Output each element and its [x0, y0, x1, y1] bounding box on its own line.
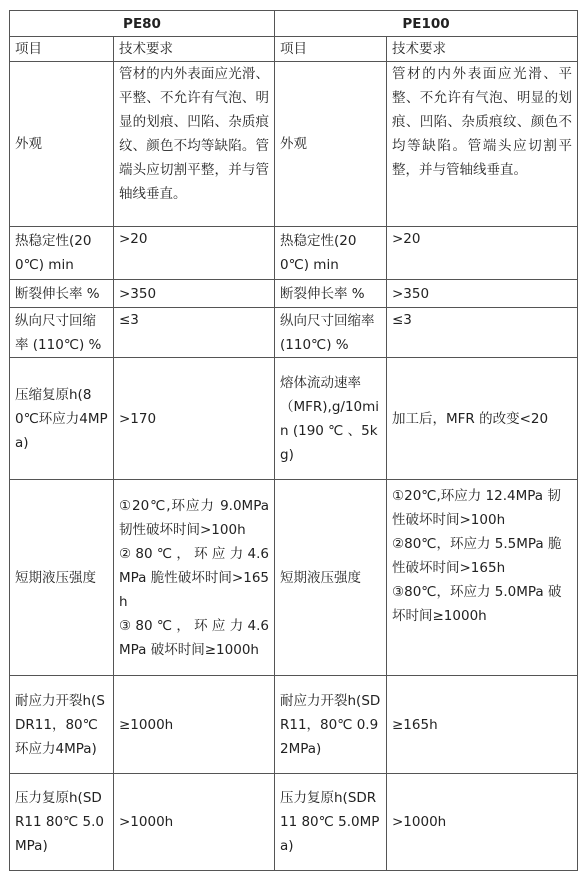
pe80-requirement-cell: >170	[114, 358, 275, 480]
pe80-requirement-cell	[114, 480, 275, 676]
col-header-item-pe100: 项目	[275, 37, 387, 62]
requirement-line: ②80℃，环应力 5.5MPa 脆性破坏时间>165h	[392, 536, 562, 576]
pe80-item-cell: 外观	[10, 62, 114, 227]
pe80-requirement-cell: >1000h	[114, 774, 275, 871]
col-header-requirement-pe80: 技术要求	[114, 37, 275, 62]
group-header-row	[10, 11, 578, 37]
pe100-item-cell: 断裂伸长率 %	[275, 280, 387, 308]
requirement-line: ③ 80 ℃ ， 环 应 力 4.6MPa 破坏时间≥1000h	[119, 617, 269, 658]
pe80-item-cell: 断裂伸长率 %	[10, 280, 114, 308]
pe100-requirement-cell: ≤3	[387, 308, 578, 358]
pe100-item-cell: 热稳定性(200℃) min	[275, 227, 387, 280]
pe80-item-cell: 短期液压强度	[10, 480, 114, 676]
pe80-requirement-cell: ≥1000h	[114, 676, 275, 774]
pe100-requirement-cell: 管材的内外表面应光滑、平整、不允许有气泡、明显的划痕、凹陷、杂质痕纹、颜色不均等缺陷。管端头应切割平整，并与管轴线垂直。	[387, 62, 578, 227]
requirement-line: ①20℃,环应力 9.0MPa 韧性破坏时间>100h	[119, 497, 269, 538]
table-row-short-term-hydraulic	[10, 480, 578, 676]
group-header-pe100: PE100	[275, 11, 578, 37]
table-row-elongation	[10, 280, 578, 308]
table-row-stress-cracking	[10, 676, 578, 774]
pe100-requirement-cell: >20	[387, 227, 578, 280]
requirement-line: ② 80 ℃ ， 环 应 力 4.6MPa 脆性破坏时间>165h	[119, 545, 269, 610]
pe100-item-cell: 外观	[275, 62, 387, 227]
requirement-line: ①20℃,环应力 12.4MPa 韧性破坏时间>100h	[392, 488, 561, 528]
table-row-appearance	[10, 62, 578, 227]
table-row-compression-mfr	[10, 358, 578, 480]
pe100-item-cell: 耐应力开裂h(SDR11，80℃ 0.92MPa)	[275, 676, 387, 774]
col-header-requirement-pe100: 技术要求	[387, 37, 578, 62]
column-header-row	[10, 37, 578, 62]
requirement-line: ③80℃，环应力 5.0MPa 破坏时间≥1000h	[392, 584, 562, 624]
table-row-thermal-stability	[10, 227, 578, 280]
pe80-requirement-cell: >350	[114, 280, 275, 308]
table-row-pressure-recovery	[10, 774, 578, 871]
group-header-pe80: PE80	[10, 11, 275, 37]
pe80-item-cell: 压力复原h(SDR11 80℃ 5.0MPa)	[10, 774, 114, 871]
pe100-item-cell: 压力复原h(SDR11 80℃ 5.0MPa)	[275, 774, 387, 871]
pe80-requirement-cell: ≤3	[114, 308, 275, 358]
pe80-item-cell: 纵向尺寸回缩率 (110℃) %	[10, 308, 114, 358]
pe100-requirement-cell: >1000h	[387, 774, 578, 871]
table-row-longitudinal-shrinkage	[10, 308, 578, 358]
pe100-requirement-cell: 加工后，MFR 的改变<20	[387, 358, 578, 480]
pe80-item-cell: 耐应力开裂h(SDR11，80℃ 环应力4MPa)	[10, 676, 114, 774]
pe100-requirement-cell	[387, 480, 578, 676]
pe100-requirement-cell: ≥165h	[387, 676, 578, 774]
pe100-requirement-cell: >350	[387, 280, 578, 308]
pe80-requirement-cell: 管材的内外表面应光滑、平整、不允许有气泡、明显的划痕、凹陷、杂质痕纹、颜色不均等缺陷。管端头应切割平整，并与管轴线垂直。	[114, 62, 275, 227]
pe100-item-cell: 熔体流动速率（MFR),g/10min (190 ℃ 、5kg)	[275, 358, 387, 480]
pe100-item-cell: 纵向尺寸回缩率 (110℃) %	[275, 308, 387, 358]
pe80-requirement-cell: >20	[114, 227, 275, 280]
spec-table	[9, 10, 578, 871]
pe80-item-cell: 压缩复原h(80℃环应力4MPa)	[10, 358, 114, 480]
col-header-item-pe80: 项目	[10, 37, 114, 62]
pe80-item-cell: 热稳定性(200℃) min	[10, 227, 114, 280]
pe100-item-cell: 短期液压强度	[275, 480, 387, 676]
